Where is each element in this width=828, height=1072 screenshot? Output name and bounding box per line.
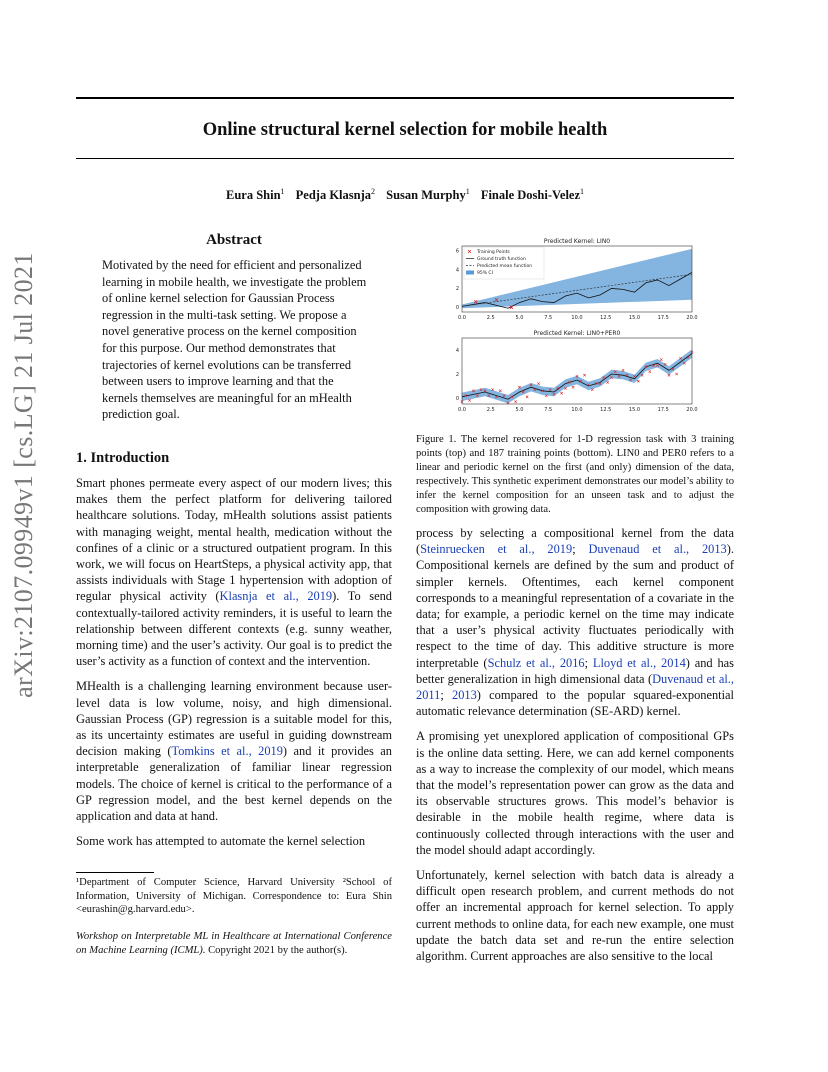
training-point — [560, 392, 562, 394]
citation-link[interactable]: Duvenaud et al., 2013 — [588, 542, 727, 557]
training-point — [637, 380, 639, 382]
citation-link[interactable]: Steinruecken et al., 2019 — [420, 542, 573, 557]
y-tick-label: 6 — [455, 248, 459, 255]
section-heading: 1. Introduction — [76, 450, 170, 466]
x-tick-label: 20.0 — [686, 315, 698, 321]
figure-1-chart — [440, 232, 702, 422]
citation-link[interactable]: 2013 — [452, 688, 477, 703]
paragraph: MHealth is a challenging learning environment because user-level data is low volume, noisy, and high dimensional. Gaussian Process (GP) regression is a suitable model for this, as its uncertainty estimates are useful in guiding downstream decision making (Tomkins et al., 2019) and it provides an interpretable generalization of familiar linear regression models. The choice of kernel is critical to the performance of a GP regression model, and the best kernel depends on the application and data at hand. — [76, 679, 392, 824]
paper-title: Online structural kernel selection for mobile health — [202, 120, 608, 140]
x-tick-label: 0.0 — [458, 315, 466, 321]
training-point — [499, 390, 501, 392]
x-tick-label: 17.5 — [657, 315, 669, 321]
abstract-heading: Abstract — [206, 232, 262, 248]
training-point — [675, 373, 677, 375]
figure-caption: Figure 1. The kernel recovered for 1-D regression task with 3 training points (top) and 187 training points (bottom). LIN0 and PER0 refers to a linear and periodic kernel on the first (and only) dimension of the data, respectively. This synthetic experiment demonstrates our model’s ability to infer the kernel composition for an unseen task and to adjust the composition with growing data. — [416, 434, 734, 515]
author: Pedja Klasnja$^2$ — [295, 187, 376, 203]
abstract-text: Motivated by the need for efficient and personalized learning in mobile health, we investigate the problem of online kernel selection for Gaussian Process regression in the multi-task setting. We propose a novel generative process on the kernel composition for this purpose. Our method demonstrates that trajectories of kernel evolutions can be transferred between users to improve learning and that the kernels themselves are meaningful for an mHealth prediction goal. — [102, 258, 367, 422]
left-column — [76, 475, 392, 858]
paragraph: Unfortunately, kernel selection with batch data is already a difficult open research problem, and current methods do not offer an incremental approach for kernel selection. To apply current methods to online data, for each new example, one must update the batch data set and re-run the entire selection algorithm. Current approaches are also sensitive to the local — [416, 868, 734, 964]
training-point — [660, 358, 662, 360]
y-tick-label: 2 — [455, 371, 459, 378]
x-tick-label: 2.5 — [486, 407, 495, 413]
x-tick-label: 7.5 — [544, 407, 553, 413]
x-tick-label: 2.5 — [486, 315, 495, 321]
author-list — [76, 187, 734, 203]
author: Eura Shin$^1$ — [225, 187, 285, 203]
arxiv-stamp: arXiv:2107.09949v1 [cs.LG] 21 Jul 2021 — [9, 252, 38, 698]
training-point — [468, 399, 470, 401]
training-point — [526, 396, 528, 398]
plot-title: Predicted Kernel: LIN0 — [543, 238, 611, 245]
paragraph: Some work has attempted to automate the kernel selection — [76, 834, 366, 849]
right-column — [416, 525, 734, 973]
x-tick-label: 20.0 — [686, 407, 698, 413]
y-tick-label: 2 — [455, 286, 459, 293]
x-tick-label: 5.0 — [515, 407, 524, 413]
plot-title: Predicted Kernel: LIN0+PER0 — [533, 330, 621, 337]
legend-label: Predicted mean function — [477, 264, 533, 269]
training-point — [572, 386, 574, 388]
citation-link[interactable]: Klasnja et al., 2019 — [219, 589, 333, 604]
author: Finale Doshi-Velez$^1$ — [480, 187, 585, 203]
top-rule — [76, 97, 734, 99]
citation-link[interactable]: Duvenaud et al., 2011 — [416, 671, 734, 703]
training-point — [583, 374, 585, 376]
x-tick-label: 17.5 — [657, 407, 669, 413]
footnote: ¹Department of Computer Science, Harvard University ²School of Information, University of Michigan. Correspondence to: Eura Shin <eurashin@g.harvard.edu>. — [76, 877, 392, 916]
training-point — [606, 381, 608, 383]
x-tick-label: 10.0 — [571, 407, 583, 413]
x-tick-label: 10.0 — [571, 315, 583, 321]
y-tick-label: 0 — [455, 305, 459, 312]
citation-link[interactable]: Tomkins et al., 2019 — [171, 744, 283, 759]
x-tick-label: 15.0 — [628, 407, 641, 413]
plot-top — [456, 238, 698, 321]
x-tick-label: 12.5 — [600, 407, 612, 413]
legend-label: Ground truth function — [477, 257, 526, 262]
x-tick-label: 0.0 — [458, 407, 466, 413]
legend-marker — [466, 271, 474, 275]
workshop-note: Workshop on Interpretable ML in Healthcare at International Conference on Machine Learning (ICML). Copyright 2021 by the author(s). — [76, 931, 392, 956]
author: Susan Murphy$^1$ — [386, 187, 470, 203]
y-tick-label: 4 — [455, 347, 459, 354]
paragraph: A promising yet unexplored application of compositional GPs is the online data setting. Here, we can add kernel components as a way to increase the complexity of our model, which means that the model’s representation power can grow as the data and its observable structures grows. This model’s behavior is desirable in the mobile health regime, where data is continuously collected through interactions with the user and the model should adapt accordingly. — [416, 729, 734, 857]
citation-link[interactable]: Schulz et al., 2016 — [487, 655, 585, 670]
paragraph: process by selecting a compositional kernel from the data (Steinruecken et al., 2019; Duvenaud et al., 2013). Compositional kernels are defined by the sum and product of simpler kernels. Oftentimes, each kernel component corresponds to a meaningful representation of a covariate in the data; for example, a periodic kernel on the time may indicate that a user’s physical activity fluctuates periodically with respect to the time of day. This additive structure is more interpretable (Schulz et al., 2016; Lloyd et al., 2014) and has better generalization in high dimensional data (Duvenaud et al., 2011; 2013) compared to the popular squared-exponential automatic relevance determination (SE-ARD) kernel. — [416, 526, 734, 719]
training-point — [514, 400, 516, 402]
x-tick-label: 15.0 — [628, 315, 641, 321]
x-tick-label: 5.0 — [515, 315, 524, 321]
y-tick-label: 4 — [455, 267, 459, 274]
legend-label: 95% CI — [477, 271, 493, 276]
y-tick-label: 0 — [455, 395, 459, 402]
training-point — [537, 382, 539, 384]
citation-link[interactable]: Lloyd et al., 2014 — [592, 655, 686, 670]
x-tick-label: 12.5 — [600, 315, 612, 321]
paragraph: Smart phones permeate every aspect of our modern lives; this makes them the perfect platform for delivering tailored healthcare solutions. Today, mHealth solutions assist patients with managing weight, mental health, medication without the confines of a clinic or a structured outpatient program. In this work, we will focus on HeartSteps, a physical activity app, that assists individuals with Stage 1 hypertension with adoption of regular physical activity (Klasnja et al., 2019). To send contextually-tailored activity reminders, it is useful to learn the relationship between different contexts (e.g. sunny weather, morning time) and the user’s activity. Our goal is to predict the user’s activity as a function of context and the intervention. — [76, 476, 392, 669]
legend-label: Training Points — [477, 250, 510, 255]
title-rule — [76, 158, 734, 159]
plot-bottom — [456, 330, 698, 413]
x-tick-label: 7.5 — [544, 315, 553, 321]
footnote-rule — [76, 872, 154, 873]
training-point — [649, 370, 651, 372]
